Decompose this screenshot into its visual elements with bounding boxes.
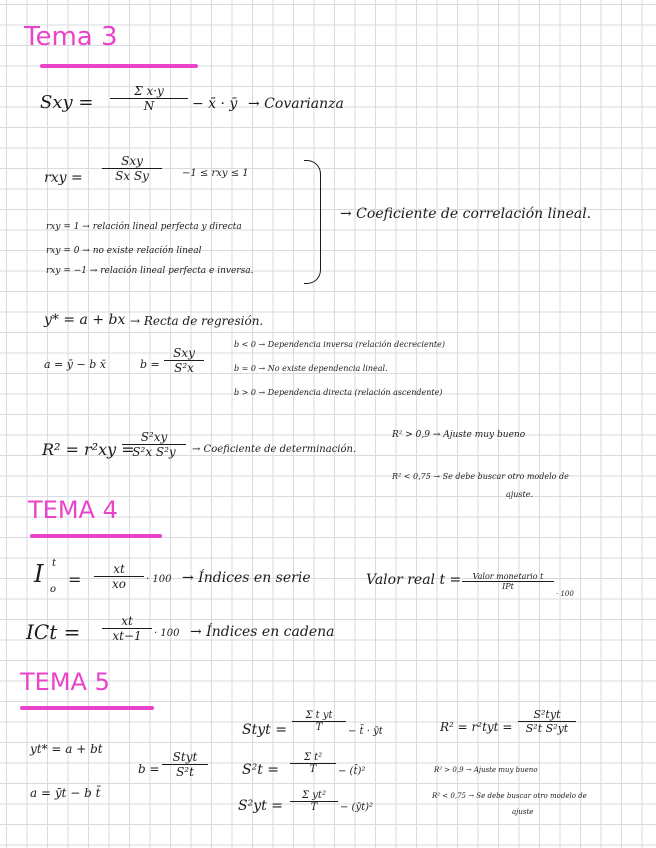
cov-denominator: N xyxy=(143,99,155,113)
t5-vy-lhs: S²yt = xyxy=(238,798,283,814)
r-brace xyxy=(304,160,321,284)
t5-R2-note-2b: ajuste xyxy=(512,808,534,816)
chain-fraction xyxy=(102,614,152,643)
t5-cov-rest: − t̄ · ȳt xyxy=(348,726,383,737)
R2-label: → Coeficiente de determinación. xyxy=(192,444,357,455)
tema3-underline xyxy=(40,64,198,68)
t5-cov-fraction xyxy=(292,710,346,733)
t5-b-numerator: Styt xyxy=(162,750,208,765)
r-denominator: Sx Sy xyxy=(115,169,149,183)
r-case-2: rxy = 0 → no existe relación lineal xyxy=(46,246,202,256)
r-numerator: Sxy xyxy=(102,154,162,169)
t5-R2-note-2: R² < 0,75 → Se debe buscar otro modelo de xyxy=(432,792,587,800)
t5-R2-note-1: R² > 0,9 → Ajuste muy bueno xyxy=(434,766,538,774)
chain-label: → Índices en cadena xyxy=(190,624,335,640)
r-range: −1 ≤ rxy ≤ 1 xyxy=(182,168,249,179)
t5-reg-eq: yt* = a + bt xyxy=(30,742,103,756)
R2-denominator: S²x S²y xyxy=(132,445,176,459)
r-fraction xyxy=(102,154,162,183)
t5-vt-lhs: S²t = xyxy=(242,762,280,778)
idx-fraction xyxy=(94,562,144,591)
t5-R2-denominator: S²t S²yt xyxy=(525,722,569,735)
tema3-heading: Tema 3 xyxy=(24,22,118,52)
chain-numerator: xt xyxy=(102,614,152,629)
t5-vy-numerator: Σ yt² xyxy=(290,790,338,802)
t5-vt-numerator: Σ t² xyxy=(290,752,336,764)
tema5-underline xyxy=(20,706,154,710)
cov-rest: − x̄ · ȳ xyxy=(192,96,238,112)
t5-vt-rest: − (t̄)² xyxy=(338,766,366,777)
t5-a-eq: a = ȳt − b t̄ xyxy=(30,786,101,800)
real-denominator: IPt xyxy=(502,582,514,591)
r-case-1: rxy = 1 → relación lineal perfecta y directa xyxy=(46,222,242,232)
idx-mult: · 100 xyxy=(146,574,172,585)
idx-denominator: xo xyxy=(112,577,126,591)
b-case-1: b < 0 → Dependencia inversa (relación decreciente) xyxy=(234,340,445,349)
tema4-underline xyxy=(30,534,162,538)
b-denominator: S²x xyxy=(174,361,194,375)
R2-note-2: R² < 0,75 → Se debe buscar otro modelo de xyxy=(392,472,569,481)
cov-numerator: Σ x·y xyxy=(110,84,188,99)
R2-note-1: R² > 0,9 → Ajuste muy bueno xyxy=(392,430,526,440)
reg-eq: y* = a + bx xyxy=(44,312,126,328)
t5-R2-lhs: R² = r²tyt = xyxy=(440,720,513,734)
tema5-heading: TEMA 5 xyxy=(20,668,110,696)
reg-label: → Recta de regresión. xyxy=(130,314,264,328)
cov-lhs: Sxy = xyxy=(40,92,94,113)
idx-lhs: I xyxy=(34,560,44,588)
t5-cov-lhs: Styt = xyxy=(242,722,287,738)
real-lhs: Valor real t = xyxy=(366,572,462,588)
cov-fraction xyxy=(110,84,188,113)
chain-denominator: xt−1 xyxy=(112,629,142,643)
r-label: → Coeficiente de correlación lineal. xyxy=(340,206,592,222)
real-fraction xyxy=(462,572,554,591)
t5-b-fraction xyxy=(162,750,208,779)
idx-sup: t xyxy=(52,558,57,569)
t5-vy-fraction xyxy=(290,790,338,813)
r-case-3: rxy = −1 → relación lineal perfecta e inversa. xyxy=(46,266,254,276)
t5-cov-denominator: T xyxy=(315,722,323,733)
chain-mult: · 100 xyxy=(154,628,180,639)
t5-b-lhs: b = xyxy=(138,762,160,776)
R2-note-2b: ajuste. xyxy=(506,490,533,499)
t5-R2-fraction xyxy=(518,708,576,735)
R2-numerator: S²xy xyxy=(122,430,186,445)
b-case-3: b > 0 → Dependencia directa (relación ascendente) xyxy=(234,388,443,397)
b-numerator: Sxy xyxy=(164,346,204,361)
idx-label: → Índices en serie xyxy=(182,570,311,586)
idx-eq: = xyxy=(68,570,82,589)
a-eq: a = ȳ − b x̄ xyxy=(44,358,106,371)
t5-vt-fraction xyxy=(290,752,336,775)
t5-vy-rest: − (ȳt)² xyxy=(340,802,374,813)
t5-cov-numerator: Σ t yt xyxy=(292,710,346,722)
b-case-2: b = 0 → No existe dependencia lineal. xyxy=(234,364,388,373)
r-lhs: rxy = xyxy=(44,170,83,186)
idx-sub: o xyxy=(50,584,57,595)
real-numerator: Valor monetario t xyxy=(462,572,554,582)
t5-R2-numerator: S²tyt xyxy=(518,708,576,722)
tema4-heading: TEMA 4 xyxy=(28,496,118,524)
t5-vt-denominator: T xyxy=(309,764,317,775)
t5-vy-denominator: T xyxy=(310,802,318,813)
chain-lhs: ICt = xyxy=(26,620,81,644)
R2-fraction xyxy=(122,430,186,459)
t5-b-denominator: S²t xyxy=(176,765,194,779)
b-lhs: b = xyxy=(140,358,160,371)
cov-label: → Covarianza xyxy=(248,96,344,112)
real-mult: · 100 xyxy=(556,590,574,598)
idx-numerator: xt xyxy=(94,562,144,577)
b-fraction xyxy=(164,346,204,375)
R2-lhs: R² = r²xy = xyxy=(42,440,135,459)
